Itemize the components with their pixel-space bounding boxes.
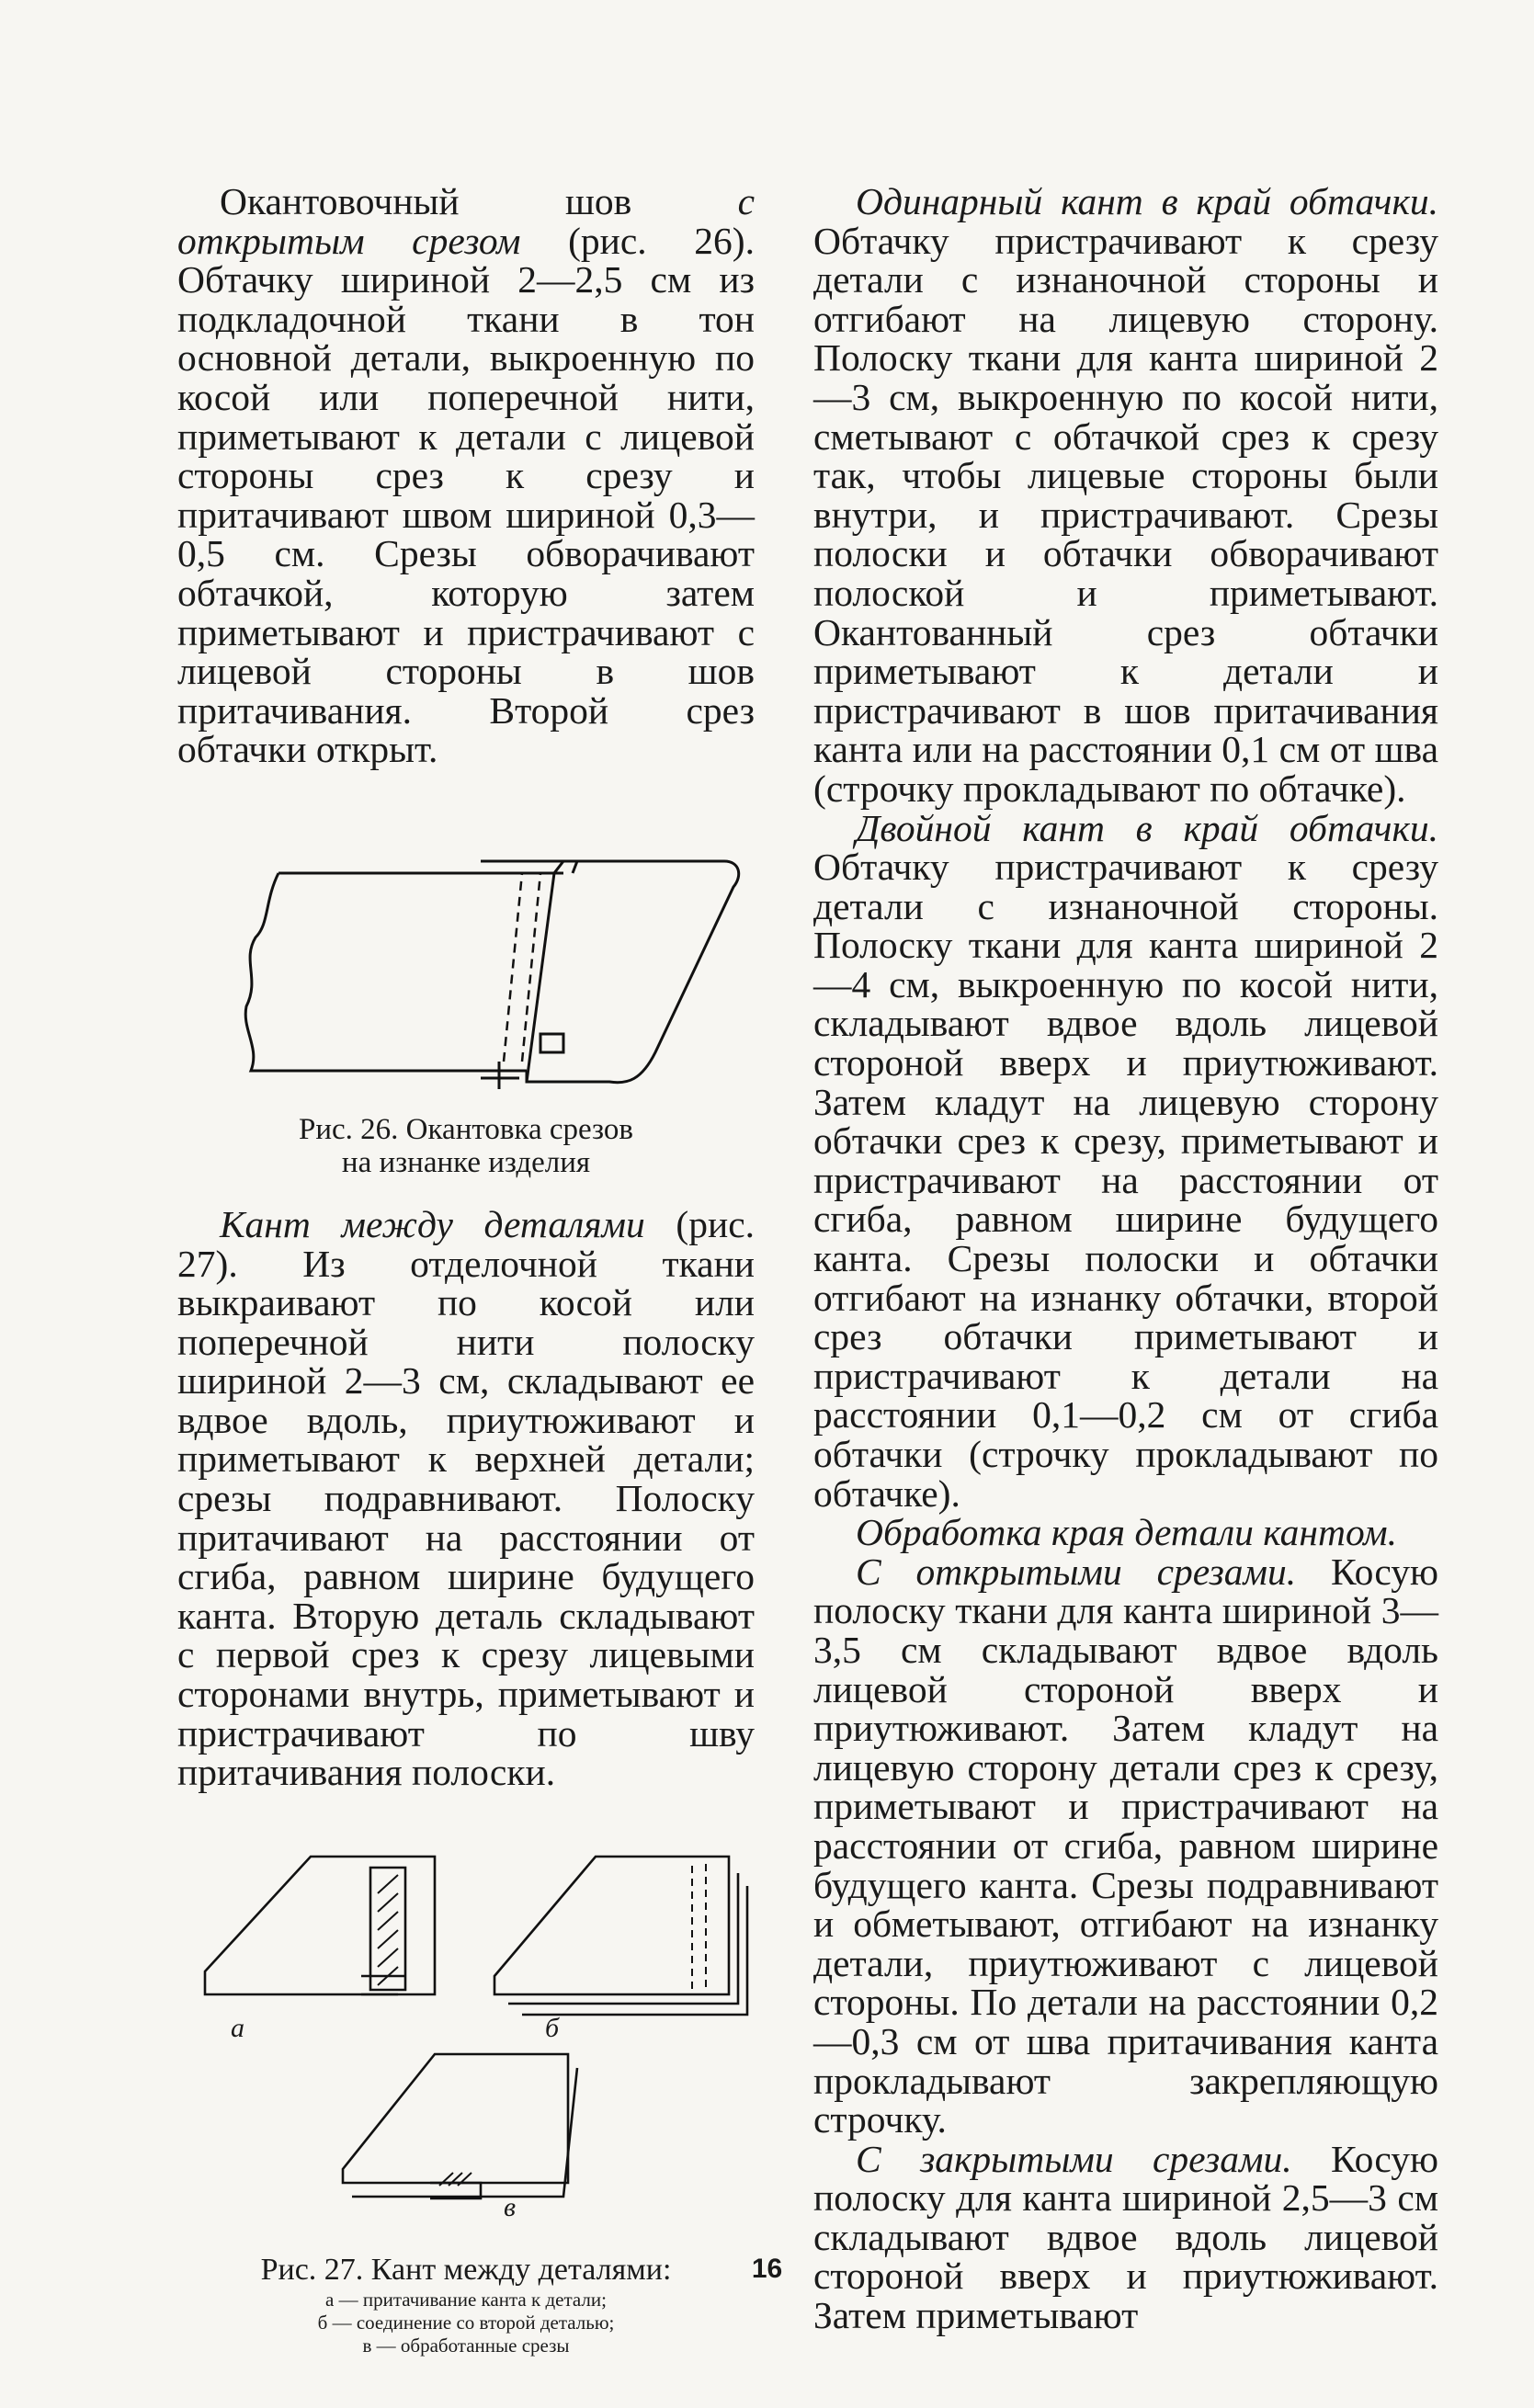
figure-27-legend-b: б — соединение со второй деталью; (317, 2311, 615, 2334)
italic-heading: Двойной кант в край обтачки. (856, 806, 1438, 849)
figure-27-label-c: в (504, 2191, 517, 2222)
figure-26 (177, 786, 755, 1179)
figure-26-caption: Рис. 26. Окантовка срезов (299, 1112, 633, 1146)
figure-27-caption: Рис. 27. Кант между деталями: (260, 2252, 672, 2287)
paragraph-edge-piping-closed (813, 2137, 1438, 2337)
paragraph-piping-between-parts (177, 1202, 755, 1794)
text: Косую полоску ткани для канта шириной 3—3,5 см складывают вдвое вдоль лицевой стороной вверх и приутюживают. Затем кладут на лицевую сторону детали срез к срезу, приметывают и пристрачивают на расстоянии от сгиба, равном ширине будущего канта. Срезы подравнивают и обметывают, отгибают на изнанку детали, приутюживают с лицевой стороны. По детали на расстоянии 0,2—0,3 см от шва притачивания канта прокладывают закрепляющую строчку. (813, 1550, 1438, 2141)
paragraph-edge-piping-open (813, 1513, 1438, 2140)
figure-26-caption-line2: на изнанке изделия (341, 1145, 591, 1179)
figure-27-legend-c: в — обработанные срезы (362, 2334, 570, 2357)
paragraph-single-piping (813, 182, 1438, 809)
figure-26-drawing (177, 786, 755, 1089)
figure-27-legend-a: а — притачивание канта к детали; (325, 2288, 607, 2311)
text: Обтачку пристрачивают к срезу детали с изнаночной стороны и отгибают на лицевую сторону. Полоску ткани для канта шириной 2—3 см, выкроенную по косой нити, сметывают с обтачкой срез к срезу так, чтобы лицевые стороны были внутри, и пристрачивают. Срезы полоски и обтачки обворачивают полоской и приметывают. Окантованный срез обтачки приметывают к детали и пристрачивают в шов притачивания канта или на расстоянии 0,1 см от шва (строчку прокладывают по обтачке). (813, 219, 1438, 810)
text: (рис. 27). Из отделочной ткани выкраивают по косой или поперечной нити полоску шириной 2—3 см, складывают ее вдвое вдоль, приутюживают и приметывают к верхней детали; срезы подравнивают. Полоску притачивают на расстоянии от сгиба, равном ширине будущего канта. Вторую деталь складывают с первой срез к срезу лицевыми сторонами внутрь, приметывают и пристрачивают по шву притачивания полоски. (177, 1202, 755, 1794)
text: Обтачку пристрачивают к срезу детали с изнаночной стороны. Полоску ткани для канта шириной 2—4 см, выкроенную по косой нити, складывают вдвое вдоль лицевой стороной вверх и приутюживают. Затем кладут на лицевую сторону обтачки срез к срезу, приметывают и пристрачивают на расстоянии от сгиба, равном ширине будущего канта. Срезы полоски и обтачки отгибают на изнанку обтачки, второй срез обтачки приметывают и пристрачивают к детали на расстоянии 0,1—0,2 см от сгиба обтачки (строчку прокладывают по обтачке). (813, 846, 1438, 1515)
figure-27 (177, 1820, 755, 2408)
italic-term: с открытым срезом (177, 180, 755, 262)
paragraph-double-piping (813, 806, 1438, 1515)
page-number: 16 (751, 2254, 783, 2284)
italic-heading: Одинарный кант в край обтачки. (856, 180, 1438, 222)
italic-heading: Обработка края детали кантом. (856, 1511, 1398, 1554)
right-column (813, 182, 1438, 2335)
figure-27-label-a: а (231, 2012, 244, 2043)
italic-subheading: С открытыми срезами. (856, 1550, 1297, 1593)
text: Косую полоску для канта шириной 2,5—3 см складывают вдвое вдоль лицевой стороной вверх и приутюживают. Затем приметывают (813, 2137, 1438, 2337)
figure-27-label-b: б (545, 2012, 560, 2043)
paragraph-edging-seam (177, 182, 755, 769)
italic-heading: Кант между деталями (220, 1202, 645, 1245)
figure-27-drawing (177, 1820, 755, 2298)
left-column (177, 182, 755, 2408)
text: Окантовочный шов (220, 180, 738, 222)
italic-subheading: С закрытыми срезами. (856, 2137, 1292, 2180)
text: (рис. 26). Обтачку шириной 2—2,5 см из подкладочной ткани в тон основной детали, выкроенную по косой или поперечной нити, приметывают к детали с лицевой стороны срез к срезу и притачивают швом шириной 0,3—0,5 см. Срезы обворачивают обтачкой, которую затем приметывают и пристрачивают с лицевой стороны в шов притачивания. Второй срез обтачки открыт. (177, 219, 755, 771)
